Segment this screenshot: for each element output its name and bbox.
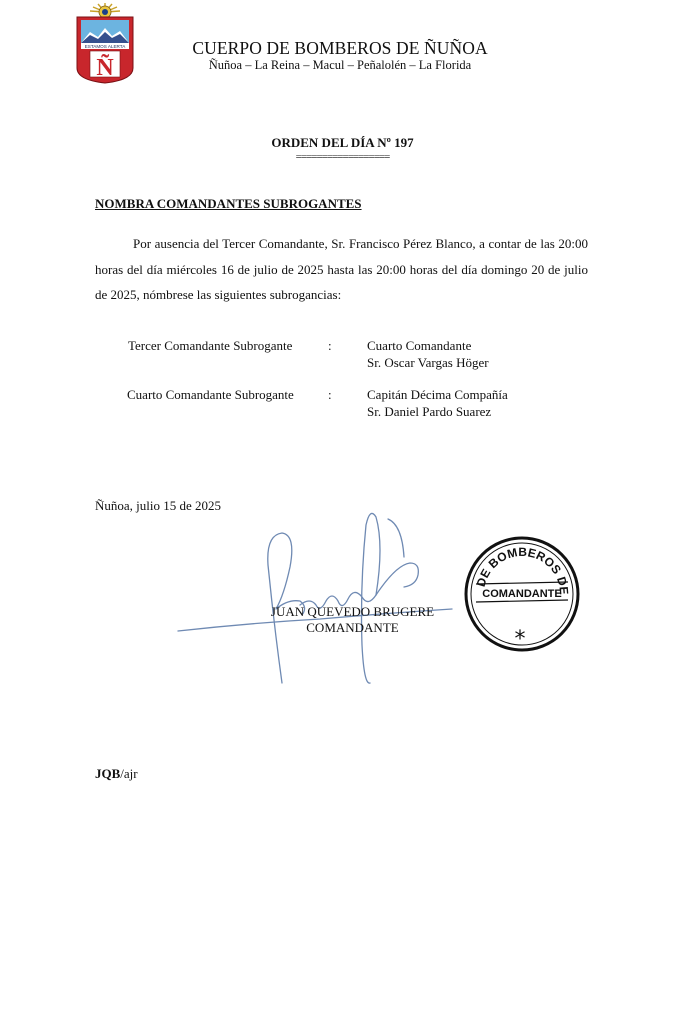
appointment-role-2: Cuarto Comandante Subrogante [127, 387, 294, 402]
order-title: ORDEN DEL DÍA Nº 197 [271, 135, 414, 150]
appointment-role-1: Tercer Comandante Subrogante [128, 338, 293, 353]
appointment-position-1: Cuarto Comandante [367, 338, 472, 353]
appointment-person-2: Sr. Daniel Pardo Suarez [367, 404, 492, 419]
handwritten-signature [170, 505, 460, 695]
appointment-separator-1: : [328, 338, 332, 353]
crest-letter: Ñ [96, 55, 114, 81]
body-paragraph: Por ausencia del Tercer Comandante, Sr. Francisco Pérez Blanco, a contar de las 20:00 horas del día miércoles 16 de julio de 2025 hasta las 20:00 horas del día domingo 20 de julio de 2025, nómbrese las siguientes subrogancias: [95, 236, 588, 302]
signer-title: COMANDANTE [306, 620, 399, 635]
subject-heading: NOMBRA COMANDANTES SUBROGANTES [95, 196, 362, 211]
reference-initials [95, 766, 138, 782]
stamp-ring-text: DE BOMBEROS DE [473, 544, 572, 596]
official-stamp [462, 534, 582, 654]
appointment-position-2: Capitán Décima Compañía [367, 387, 508, 402]
order-title-rule: ================== [295, 151, 390, 163]
organization-communes: Ñuñoa – La Reina – Macul – Peñalolén – La Florida [208, 58, 472, 72]
organization-name: CUERPO DE BOMBEROS DE ÑUÑOA [192, 38, 488, 58]
stamp-center-text: COMANDANTE [482, 588, 562, 600]
crest-logo [74, 2, 136, 84]
initials-author: JQB [95, 766, 121, 781]
appointment-separator-2: : [328, 387, 332, 402]
place-and-date: Ñuñoa, julio 15 de 2025 [95, 498, 222, 513]
signer-name: JUAN QUEVEDO BRUGERE [270, 604, 435, 619]
stamp-star-icon: * [514, 627, 526, 652]
appointment-person-1: Sr. Oscar Vargas Höger [367, 355, 489, 370]
initials-typist: /ajr [120, 766, 138, 781]
crest-motto: ESTAMOS ALERTA [84, 44, 126, 49]
